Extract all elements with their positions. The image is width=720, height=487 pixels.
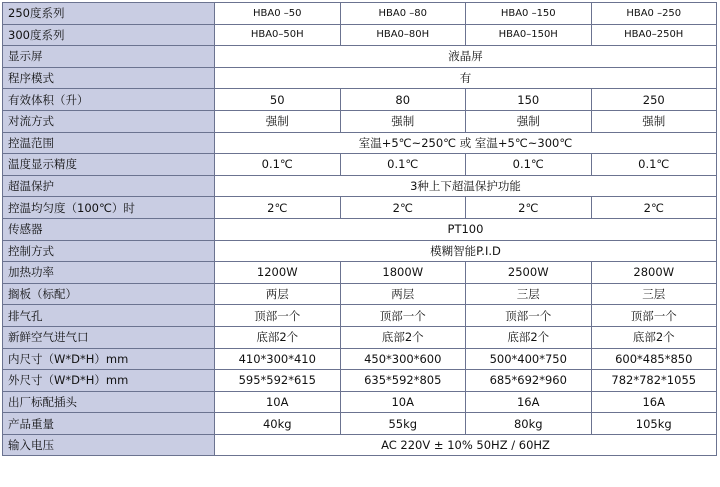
row-label: 250度系列 (3, 3, 215, 25)
row-label: 产品重量 (3, 413, 215, 435)
table-row (3, 370, 717, 392)
table-row (3, 305, 717, 327)
table-row (3, 46, 717, 68)
row-label: 输入电压 (3, 434, 215, 456)
table-row (3, 3, 717, 25)
row-value-merged: AC 220V ± 10% 50HZ / 60HZ (215, 434, 717, 456)
row-value: 强制 (466, 110, 592, 132)
table-row (3, 154, 717, 176)
row-value: 2℃ (340, 197, 466, 219)
table-row (3, 175, 717, 197)
row-value: 80kg (466, 413, 592, 435)
table-row (3, 110, 717, 132)
row-value: 410*300*410 (215, 348, 341, 370)
row-value: 16A (466, 391, 592, 413)
row-value-merged: 液晶屏 (215, 46, 717, 68)
row-value: 782*782*1055 (591, 370, 717, 392)
row-value: 三层 (466, 283, 592, 305)
row-value: 底部2个 (591, 326, 717, 348)
row-label: 300度系列 (3, 24, 215, 46)
table-row (3, 326, 717, 348)
spec-table-body (3, 3, 717, 456)
row-value: 强制 (591, 110, 717, 132)
row-label: 显示屏 (3, 46, 215, 68)
row-value: 40kg (215, 413, 341, 435)
row-value: 底部2个 (466, 326, 592, 348)
table-row (3, 240, 717, 262)
row-label: 排气孔 (3, 305, 215, 327)
row-value: 底部2个 (340, 326, 466, 348)
table-row (3, 283, 717, 305)
row-value: 600*485*850 (591, 348, 717, 370)
row-value: 50 (215, 89, 341, 111)
row-value: 55kg (340, 413, 466, 435)
row-label: 有效体积（升） (3, 89, 215, 111)
row-value: 0.1℃ (340, 154, 466, 176)
row-value: 2℃ (591, 197, 717, 219)
row-value: 150 (466, 89, 592, 111)
row-value: 500*400*750 (466, 348, 592, 370)
row-value: 450*300*600 (340, 348, 466, 370)
table-row (3, 67, 717, 89)
row-value: 635*592*805 (340, 370, 466, 392)
row-value-merged: 3种上下超温保护功能 (215, 175, 717, 197)
row-value: 三层 (591, 283, 717, 305)
table-row (3, 262, 717, 284)
row-label: 控制方式 (3, 240, 215, 262)
model-cell: HBA0 –50 (215, 3, 341, 25)
model-cell: HBA0–50H (215, 24, 341, 46)
row-label: 新鲜空气进气口 (3, 326, 215, 348)
row-label: 内尺寸（W*D*H）mm (3, 348, 215, 370)
row-value: 2℃ (215, 197, 341, 219)
row-value: 16A (591, 391, 717, 413)
row-label: 控温范围 (3, 132, 215, 154)
row-value: 685*692*960 (466, 370, 592, 392)
row-value: 1200W (215, 262, 341, 284)
row-value: 80 (340, 89, 466, 111)
row-value: 250 (591, 89, 717, 111)
row-value: 两层 (215, 283, 341, 305)
row-value: 595*592*615 (215, 370, 341, 392)
row-value: 0.1℃ (591, 154, 717, 176)
table-row (3, 348, 717, 370)
row-value-merged: PT100 (215, 218, 717, 240)
row-value: 两层 (340, 283, 466, 305)
row-label: 出厂标配插头 (3, 391, 215, 413)
model-cell: HBA0 –250 (591, 3, 717, 25)
row-value: 2℃ (466, 197, 592, 219)
row-label: 超温保护 (3, 175, 215, 197)
model-cell: HBA0 –80 (340, 3, 466, 25)
row-value-merged: 模糊智能P.I.D (215, 240, 717, 262)
row-label: 温度显示精度 (3, 154, 215, 176)
row-value-merged: 室温+5℃~250℃ 或 室温+5℃~300℃ (215, 132, 717, 154)
row-value: 强制 (215, 110, 341, 132)
row-label: 传感器 (3, 218, 215, 240)
row-value: 1800W (340, 262, 466, 284)
row-value: 105kg (591, 413, 717, 435)
row-value: 2800W (591, 262, 717, 284)
row-label: 外尺寸（W*D*H）mm (3, 370, 215, 392)
row-value: 顶部一个 (591, 305, 717, 327)
model-cell: HBA0–150H (466, 24, 592, 46)
table-row (3, 413, 717, 435)
row-value: 10A (340, 391, 466, 413)
table-row (3, 24, 717, 46)
table-row (3, 218, 717, 240)
row-value: 0.1℃ (215, 154, 341, 176)
table-row (3, 434, 717, 456)
row-value: 顶部一个 (466, 305, 592, 327)
row-value: 底部2个 (215, 326, 341, 348)
row-value-merged: 有 (215, 67, 717, 89)
table-row (3, 391, 717, 413)
row-value: 强制 (340, 110, 466, 132)
row-label: 控温均匀度（100℃）时 (3, 197, 215, 219)
table-row (3, 132, 717, 154)
spec-table (2, 2, 717, 456)
table-row (3, 197, 717, 219)
table-row (3, 89, 717, 111)
row-label: 程序模式 (3, 67, 215, 89)
row-value: 0.1℃ (466, 154, 592, 176)
row-value: 2500W (466, 262, 592, 284)
row-value: 10A (215, 391, 341, 413)
row-value: 顶部一个 (340, 305, 466, 327)
model-cell: HBA0–80H (340, 24, 466, 46)
row-label: 对流方式 (3, 110, 215, 132)
row-label: 加热功率 (3, 262, 215, 284)
row-value: 顶部一个 (215, 305, 341, 327)
row-label: 搁板（标配） (3, 283, 215, 305)
model-cell: HBA0–250H (591, 24, 717, 46)
model-cell: HBA0 –150 (466, 3, 592, 25)
